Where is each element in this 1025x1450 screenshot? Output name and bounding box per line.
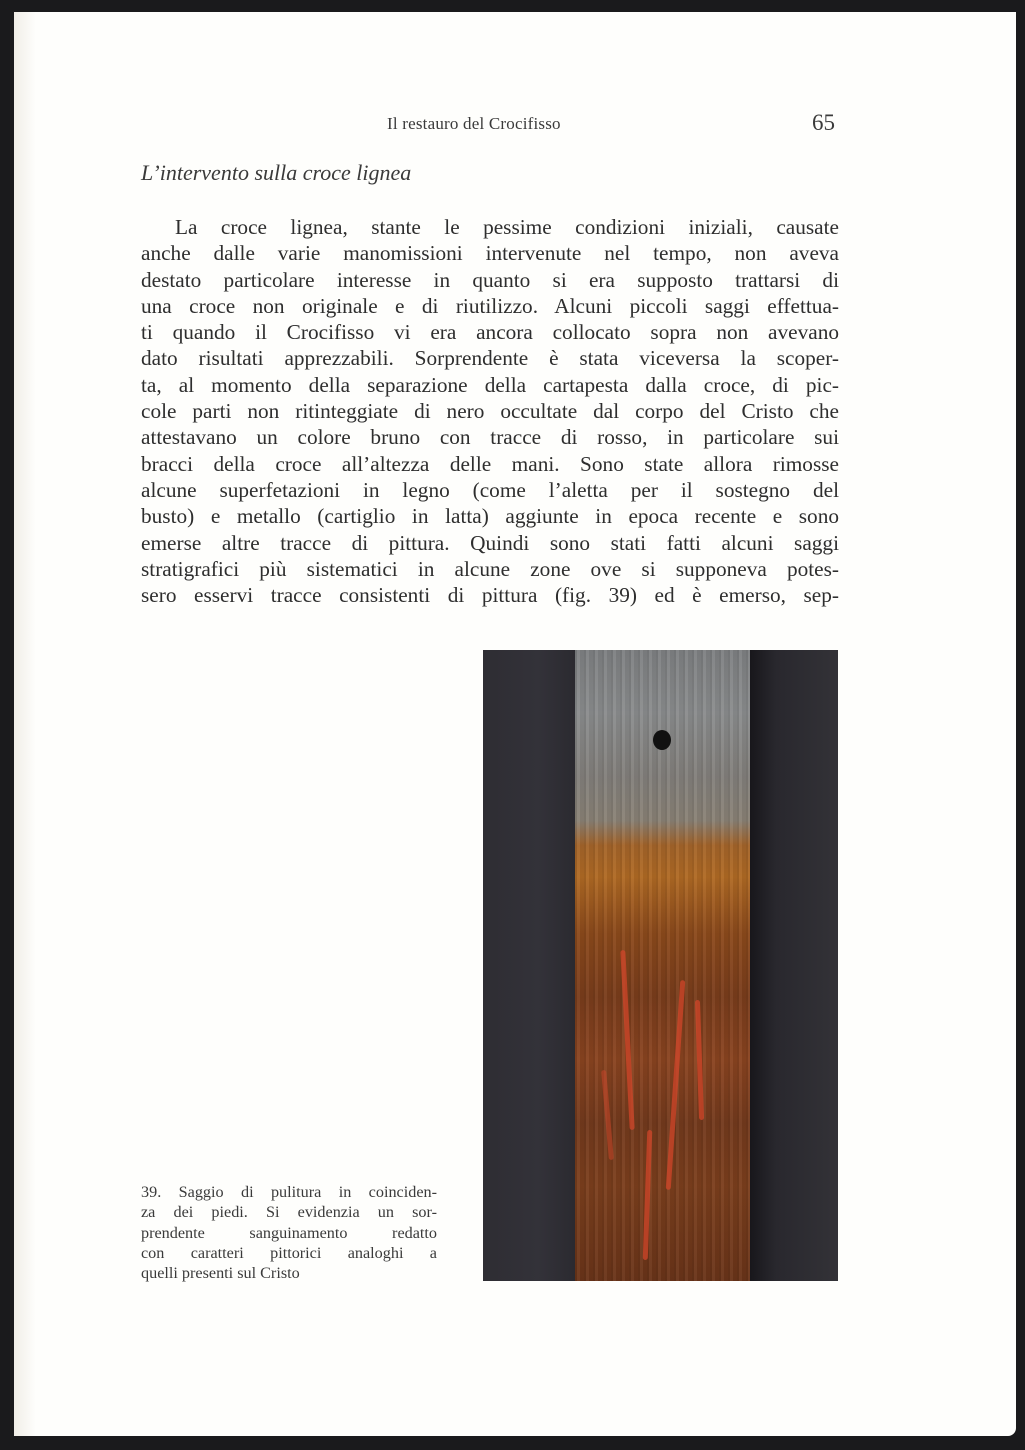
- figure-39-photo: [483, 650, 838, 1281]
- text-line: destato particolare interesse in quanto si era supposto trattarsi di: [141, 267, 839, 292]
- text-line: bracci della croce all’altezza delle mani. Sono state allora rimosse: [141, 451, 839, 476]
- caption-line: quelli presenti sul Cristo: [141, 1264, 300, 1283]
- text-line: emerse altre tracce di pittura. Quindi sono stati fatti alcuni saggi: [141, 530, 839, 555]
- red-paint-streak: [620, 950, 634, 1130]
- running-head: Il restauro del Crocifisso: [387, 114, 561, 133]
- body-paragraph: [141, 214, 839, 608]
- text-line: ta, al momento della separazione della cartapesta dalla croce, di pic-: [141, 372, 839, 397]
- text-line: una croce non originale e di riutilizzo. Alcuni piccoli saggi effettua-: [141, 293, 839, 318]
- red-paint-streak: [601, 1070, 614, 1160]
- dark-cloth-left: [483, 650, 575, 1281]
- text-line: ti quando il Crocifisso vi era ancora collocato sopra non avevano: [141, 320, 839, 345]
- figure-caption: [141, 1182, 437, 1283]
- section-title: L’intervento sulla croce lignea: [141, 160, 412, 185]
- caption-line: 39. Saggio di pulitura in coinciden-: [141, 1183, 437, 1201]
- nail-hole: [653, 730, 671, 750]
- gutter-shadow: [14, 12, 36, 1436]
- text-line: stratigrafici più sistematici in alcune zone ove si supponeva potes-: [141, 556, 839, 581]
- text-line: cole parti non ritinteggiate di nero occultate dal corpo del Cristo che: [141, 399, 839, 424]
- caption-line: za dei piedi. Si evidenzia un sor-: [141, 1203, 437, 1222]
- page-number: 65: [812, 110, 835, 135]
- red-paint-streak: [695, 1000, 704, 1120]
- red-paint-streak: [666, 980, 686, 1190]
- text-line: anche dalle varie manomissioni intervenute nel tempo, non aveva: [141, 241, 839, 266]
- caption-line: con caratteri pittorici analoghi a: [141, 1243, 437, 1262]
- text-line: alcune superfetazioni in legno (come l’aletta per il sostegno del: [141, 477, 839, 502]
- text-line: La croce lignea, stante le pessime condizioni iniziali, causate: [175, 215, 839, 239]
- caption-line: prendente sanguinamento redatto: [141, 1223, 437, 1242]
- text-line: busto) e metallo (cartiglio in latta) aggiunte in epoca recente e sono: [141, 504, 839, 529]
- dark-cloth-right: [750, 650, 838, 1281]
- red-paint-streak: [643, 1130, 653, 1260]
- wooden-plank: [575, 650, 750, 1281]
- text-line: attestavano un colore bruno con tracce di rosso, in particolare sui: [141, 425, 839, 450]
- book-page: [14, 12, 1016, 1436]
- text-line: dato risultati apprezzabili. Sorprendente è stata viceversa la scoper-: [141, 346, 839, 371]
- text-line: sero esservi tracce consistenti di pittura (fig. 39) ed è emerso, sep-: [141, 583, 839, 608]
